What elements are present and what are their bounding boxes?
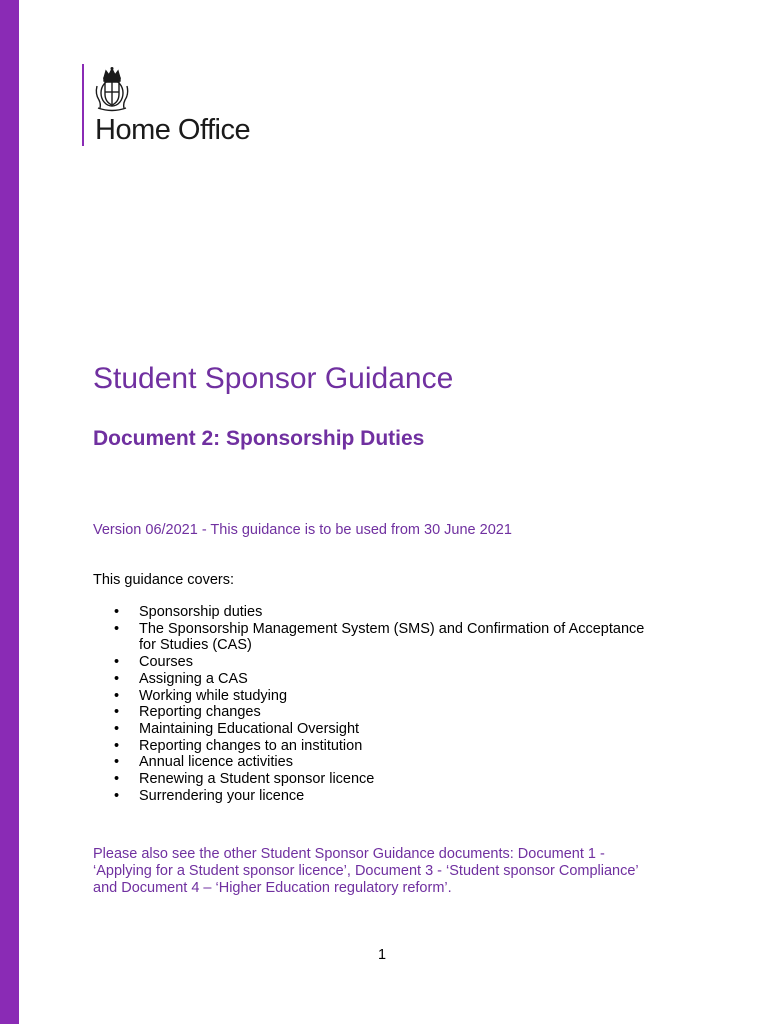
list-item-text: Sponsorship duties <box>139 604 263 620</box>
bullet-icon: • <box>114 620 120 637</box>
list-item <box>93 754 653 771</box>
list-item <box>93 654 653 671</box>
bullet-icon: • <box>114 604 120 620</box>
list-item <box>93 704 653 721</box>
list-item <box>93 688 653 705</box>
left-accent-bar <box>0 0 19 1024</box>
bullet-icon: • <box>114 737 120 754</box>
document-subtitle: Document 2: Sponsorship Duties <box>93 427 425 450</box>
logo-divider <box>82 64 84 146</box>
royal-crest-icon <box>94 66 130 114</box>
bullet-icon: • <box>114 704 120 721</box>
page-number: 1 <box>378 947 387 963</box>
organisation-name: Home Office <box>95 114 251 146</box>
list-item <box>93 604 653 621</box>
list-item <box>93 621 653 654</box>
covers-intro: This guidance covers: <box>93 572 235 588</box>
list-item-text: Working while studying <box>139 687 288 704</box>
version-notice: Version 06/2021 - This guidance is to be used from 30 June 2021 <box>93 522 512 538</box>
list-item-text: Assigning a CAS <box>139 670 248 687</box>
bullet-icon: • <box>114 787 120 804</box>
home-office-logo <box>82 64 302 148</box>
bullet-icon: • <box>114 654 120 671</box>
covers-list <box>93 604 653 804</box>
list-item-text: Reporting changes <box>139 704 261 721</box>
list-item <box>93 788 653 805</box>
list-item-text: Courses <box>139 654 193 671</box>
list-item-text: Renewing a Student sponsor licence <box>139 771 375 788</box>
related-documents-note: Please also see the other Student Sponsor Guidance documents: Document 1 - ‘Applying for a Student sponsor licence’, Document 3 - ‘Student sponsor Compliance’ and Document 4 – ‘Higher Education regulatory reform’. <box>93 846 639 896</box>
bullet-icon: • <box>114 687 120 704</box>
list-item-text: Maintaining Educational Oversight <box>139 720 360 737</box>
list-item-text: Reporting changes to an institution <box>139 737 363 754</box>
list-item <box>93 721 653 738</box>
list-item <box>93 738 653 755</box>
list-item-text: The Sponsorship Management System (SMS) and Confirmation of Acceptance for Studies (CAS) <box>139 620 645 654</box>
document-title: Student Sponsor Guidance <box>93 362 454 395</box>
bullet-icon: • <box>114 670 120 687</box>
bullet-icon: • <box>114 754 120 771</box>
list-item <box>93 671 653 688</box>
list-item-text: Surrendering your licence <box>139 787 305 804</box>
list-item <box>93 771 653 788</box>
bullet-icon: • <box>114 771 120 788</box>
list-item-text: Annual licence activities <box>139 754 293 771</box>
bullet-icon: • <box>114 720 120 737</box>
